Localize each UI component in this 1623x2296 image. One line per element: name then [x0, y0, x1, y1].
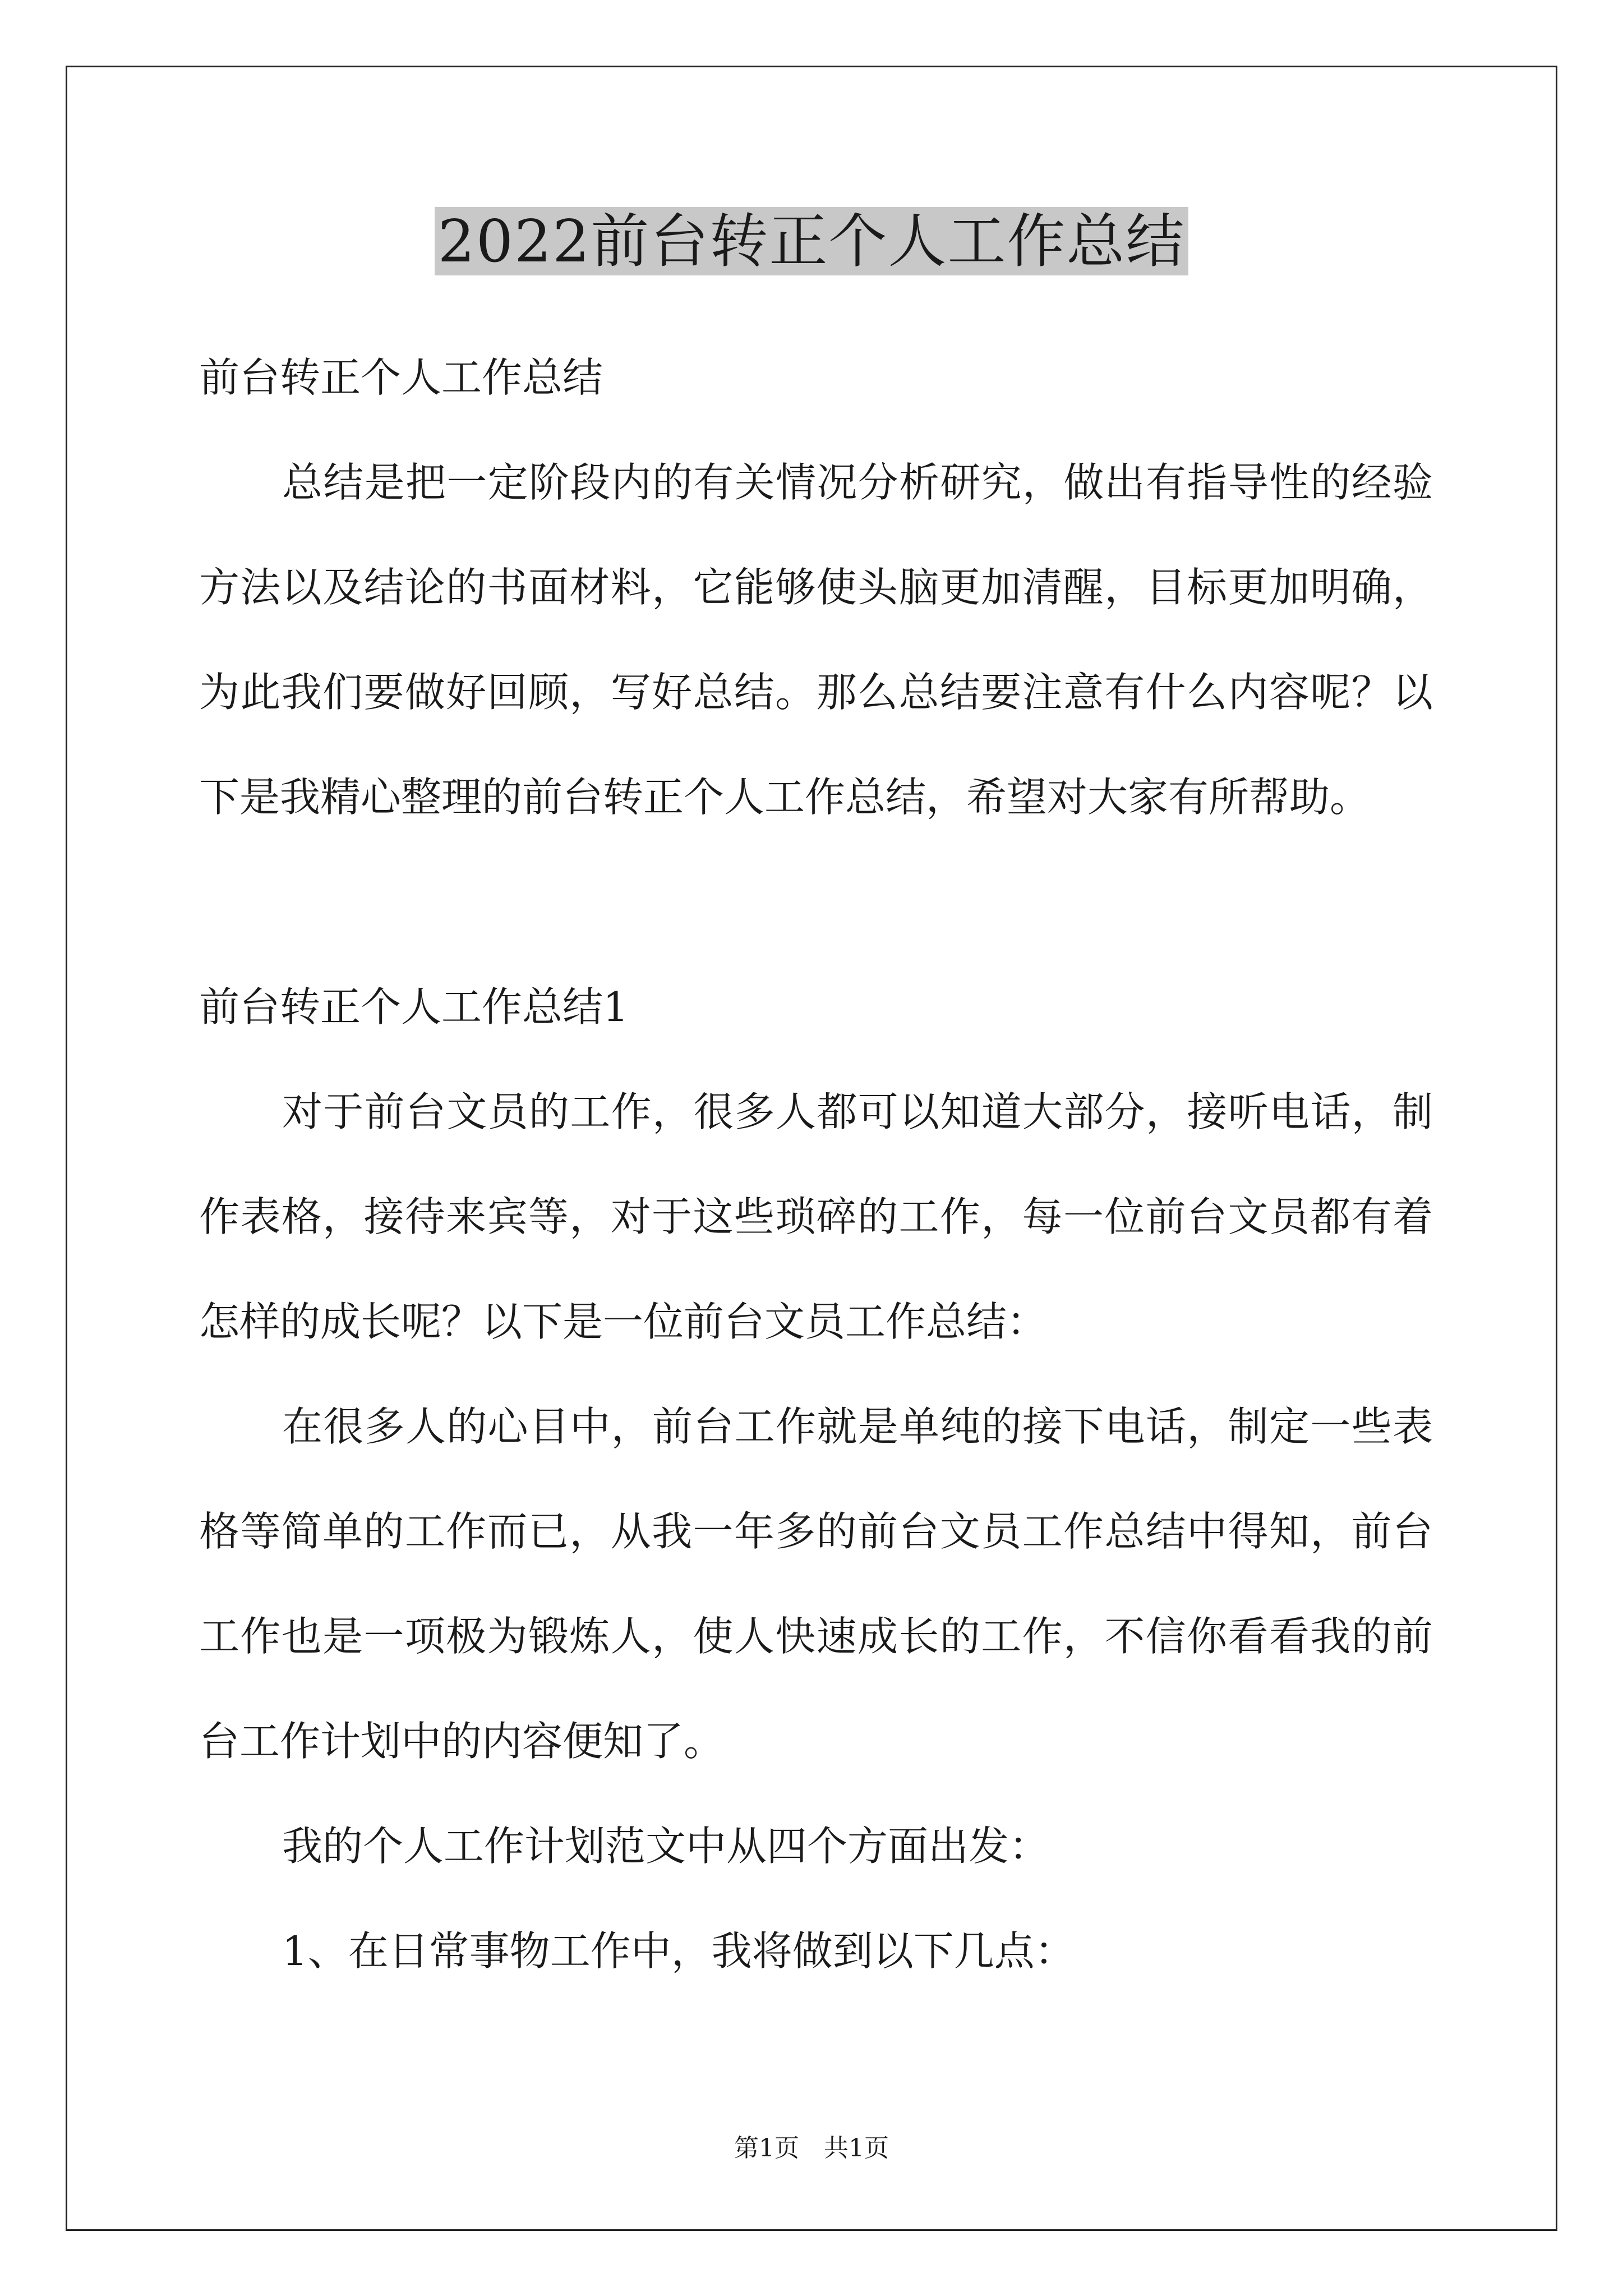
text-line: 为此我们要做好回顾，写好总结。那么总结要注意有什么内容呢？以: [199, 669, 1433, 716]
text-line: 前台转正个人工作总结1: [199, 983, 629, 1030]
document-title-text: 2022前台转正个人工作总结: [435, 207, 1189, 275]
text-line: 怎样的成长呢？以下是一位前台文员工作总结：: [199, 1298, 1048, 1345]
text-line: 对于前台文员的工作，很多人都可以知道大部分，接听电话，制: [282, 1088, 1433, 1135]
text-line: 1、在日常事物工作中，我将做到以下几点：: [282, 1927, 1075, 1975]
text-line: 前台转正个人工作总结: [199, 354, 603, 401]
text-line: 台工作计划中的内容便知了。: [199, 1718, 725, 1765]
text-line: 我的个人工作计划范文中从四个方面出发：: [282, 1823, 1050, 1870]
text-line: 方法以及结论的书面材料，它能够使头脑更加清醒，目标更加明确，: [199, 564, 1433, 611]
text-line: 格等简单的工作而已，从我一年多的前台文员工作总结中得知，前台: [199, 1508, 1433, 1555]
text-line: 在很多人的心目中，前台工作就是单纯的接下电话，制定一些表: [282, 1403, 1433, 1450]
paragraph-gap: [199, 850, 1433, 955]
text-line: 下是我精心整理的前台转正个人工作总结，希望对大家有所帮助。: [199, 774, 1371, 821]
page-footer: 第1页 共1页: [734, 2134, 889, 2162]
text-line: 作表格，接待来宾等，对于这些琐碎的工作，每一位前台文员都有着: [199, 1193, 1433, 1240]
text-line: 工作也是一项极为锻炼人，使人快速成长的工作，不信你看看我的前: [199, 1613, 1433, 1660]
document-title: [0, 199, 1623, 283]
document-body: [199, 325, 1433, 2004]
text-line: 总结是把一定阶段内的有关情况分析研究，做出有指导性的经验: [282, 459, 1433, 506]
